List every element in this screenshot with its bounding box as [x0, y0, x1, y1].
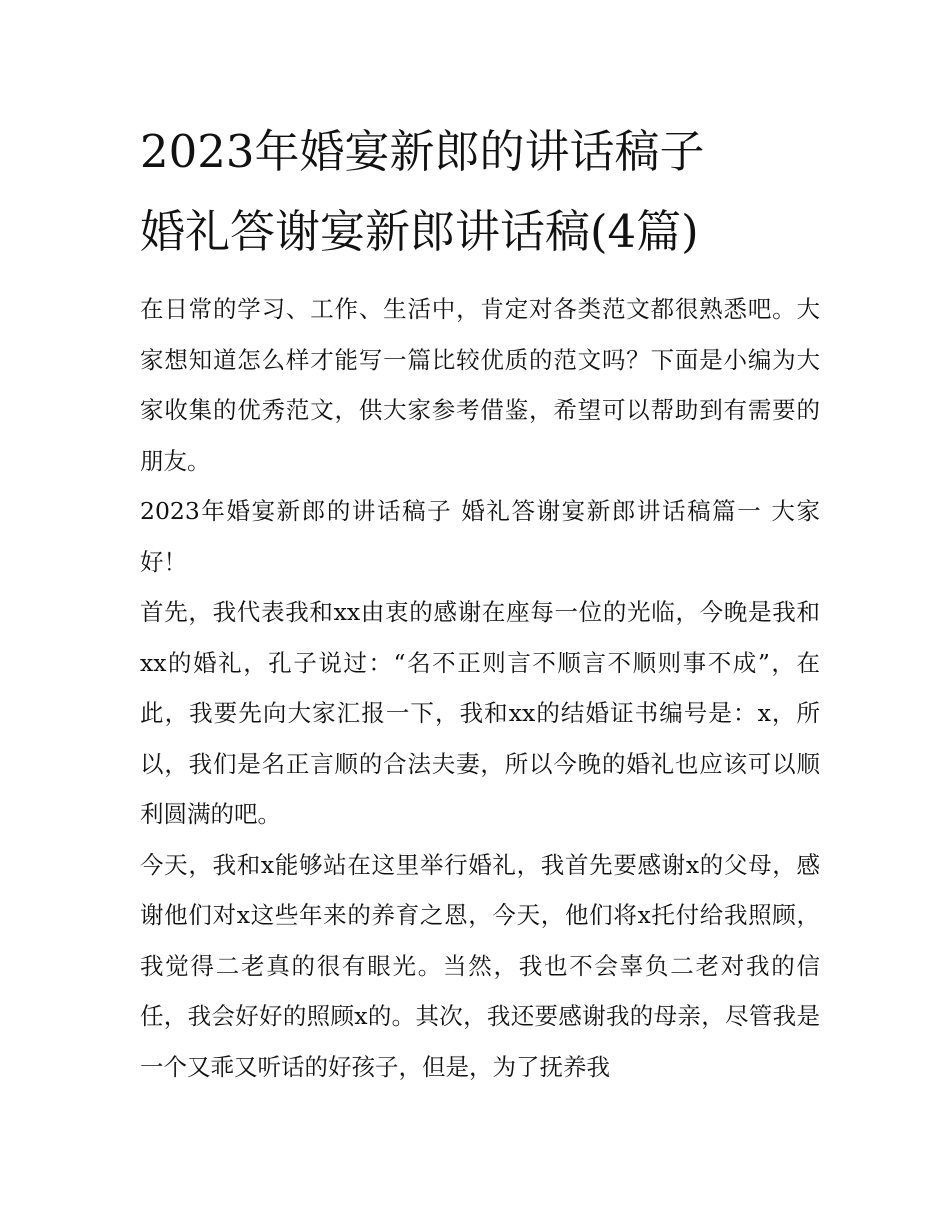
document-title: [140, 112, 820, 272]
body-paragraph-2: 今天，我和x能够站在这里举行婚礼，我首先要感谢x的父母，感谢他们对x这些年来的养育之恩，今天，他们将x托付给我照顾，我觉得二老真的很有眼光。当然，我也不会辜负二老对我的信任，我会好好的照顾x的。其次，我还要感谢我的母亲，尽管我是一个又乖又听话的好孩子，但是，为了抚养我: [140, 850, 820, 1081]
title-line-1: 2023年婚宴新郎的讲话稿子: [140, 125, 705, 178]
body-paragraph-1: 首先，我代表我和xx由衷的感谢在座每一位的光临，今晚是我和xx的婚礼，孔子说过：“名不正则言不顺言不顺则事不成”，在此，我要先向大家汇报一下，我和xx的结婚证书编号是：x，所以，我们是名正言顺的合法夫妻，所以今晚的婚礼也应该可以顺利圆满的吧。: [140, 598, 820, 828]
intro-paragraph: 在日常的学习、工作、生活中，肯定对各类范文都很熟悉吧。大家想知道怎么样才能写一篇比较优质的范文吗？下面是小编为大家收集的优秀范文，供大家参考借鉴，希望可以帮助到有需要的朋友。: [140, 295, 820, 475]
document-body: [140, 112, 820, 1092]
section-heading-paragraph: 2023年婚宴新郎的讲话稿子 婚礼答谢宴新郎讲话稿篇一 大家好！: [140, 497, 820, 576]
title-line-2: 婚礼答谢宴新郎讲话稿(4篇): [140, 205, 699, 258]
